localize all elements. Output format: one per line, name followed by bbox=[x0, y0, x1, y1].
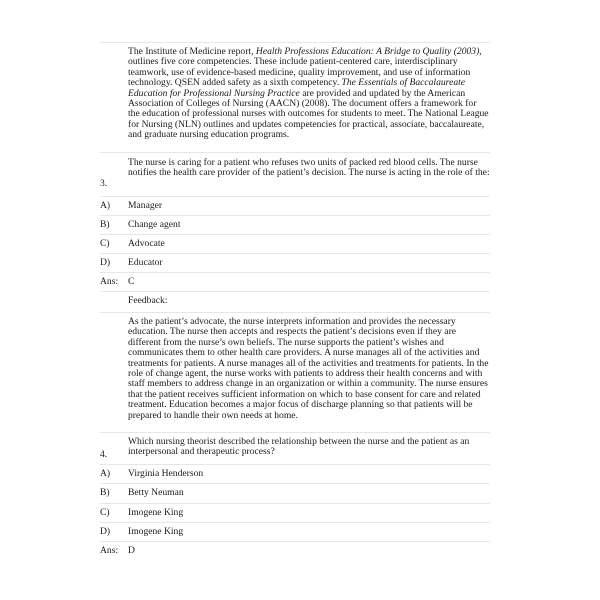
option-row bbox=[100, 503, 490, 518]
rationale-paragraph-row bbox=[100, 42, 490, 141]
question-number: 4. bbox=[100, 449, 108, 460]
option-row bbox=[100, 522, 490, 537]
option-text: Betty Neuman bbox=[128, 487, 184, 498]
option-row bbox=[100, 253, 490, 268]
essentials-title: The Essentials of Baccalaureate Education for Professional Nursing Practice bbox=[128, 77, 466, 99]
option-letter: C) bbox=[100, 238, 110, 249]
option-row bbox=[100, 196, 490, 211]
option-letter: B) bbox=[100, 219, 110, 230]
option-row bbox=[100, 464, 490, 479]
option-text: Virginia Henderson bbox=[128, 468, 204, 479]
option-letter: A) bbox=[100, 468, 111, 479]
option-letter: C) bbox=[100, 507, 110, 518]
question-stem: Which nursing theorist described the relationship between the nurse and the patient as an interpersonal and therapeutic process? bbox=[128, 436, 470, 458]
option-text: Imogene King bbox=[128, 526, 184, 537]
report-title: Health Professions Education: A Bridge to Quality (2003) bbox=[255, 46, 480, 57]
option-row bbox=[100, 234, 490, 249]
answer-row bbox=[100, 541, 490, 556]
rationale-paragraph bbox=[128, 47, 490, 141]
option-text: Change agent bbox=[128, 219, 181, 230]
feedback-label: Feedback: bbox=[128, 295, 168, 306]
answer-value: D bbox=[128, 545, 135, 556]
rationale-text-3: are provided and updated by the American Association of Colleges of Nursing (AACN) (2008). The document offers a framework for the education of professional nurses with outcomes for students to meet. The National League for Nursing (NLN) outlines and updates competencies for practical, associate, baccalaureate, and graduate nursing education programs. bbox=[128, 87, 489, 141]
rationale-text-1: The Institute of Medicine report, bbox=[128, 46, 256, 57]
option-text: Manager bbox=[128, 200, 163, 211]
feedback-label-row bbox=[100, 291, 490, 306]
option-letter: D) bbox=[100, 257, 111, 268]
feedback-text: As the patient’s advocate, the nurse interprets information and provides the necessary education. The nurse then accepts and respects the patient’s decisions even if they are different from the nurse’s own beliefs. The nurse supports the patient’s wishes and communicates them to other health care providers. A nurse manages all of the activities and treatments for patients. A nurse manages all of the activities and treatments for patients. In the role of change agent, the nurse works with patients to address their health concerns and with staff members to address change in an organization or within a community. The nurse ensures that the patient receives sufficient information on which to base consent for care and related treatment. Education becomes a major focus of discharge planning so that patients will be prepared to handle their own needs at home. bbox=[128, 316, 489, 421]
answer-label: Ans: bbox=[100, 276, 119, 287]
option-letter: B) bbox=[100, 487, 110, 498]
question-4-row bbox=[100, 432, 490, 460]
option-row bbox=[100, 215, 490, 230]
feedback-row bbox=[100, 312, 490, 421]
option-text: Advocate bbox=[128, 238, 165, 249]
question-stem: The nurse is caring for a patient who refuses two units of packed red blood cells. The nurse notifies the health care provider of the patient’s decision. The nurse is acting in the role of the: bbox=[128, 157, 490, 179]
option-text: Imogene King bbox=[128, 507, 184, 518]
answer-row bbox=[100, 272, 490, 287]
option-letter: A) bbox=[100, 200, 111, 211]
question-number: 3. bbox=[100, 178, 108, 189]
option-letter: D) bbox=[100, 526, 111, 537]
option-row bbox=[100, 483, 490, 498]
answer-value: C bbox=[128, 276, 135, 287]
rationale-text-2: , outlines five core competencies. These include patient-centered care, interdisciplinary teamwork, use of evidence-based medicine, quality improvement, and use of information technology. QSEN added safety as a sixth competency. bbox=[128, 46, 482, 89]
question-3-row bbox=[100, 152, 490, 189]
answer-label: Ans: bbox=[100, 545, 119, 556]
option-text: Educator bbox=[128, 257, 163, 268]
